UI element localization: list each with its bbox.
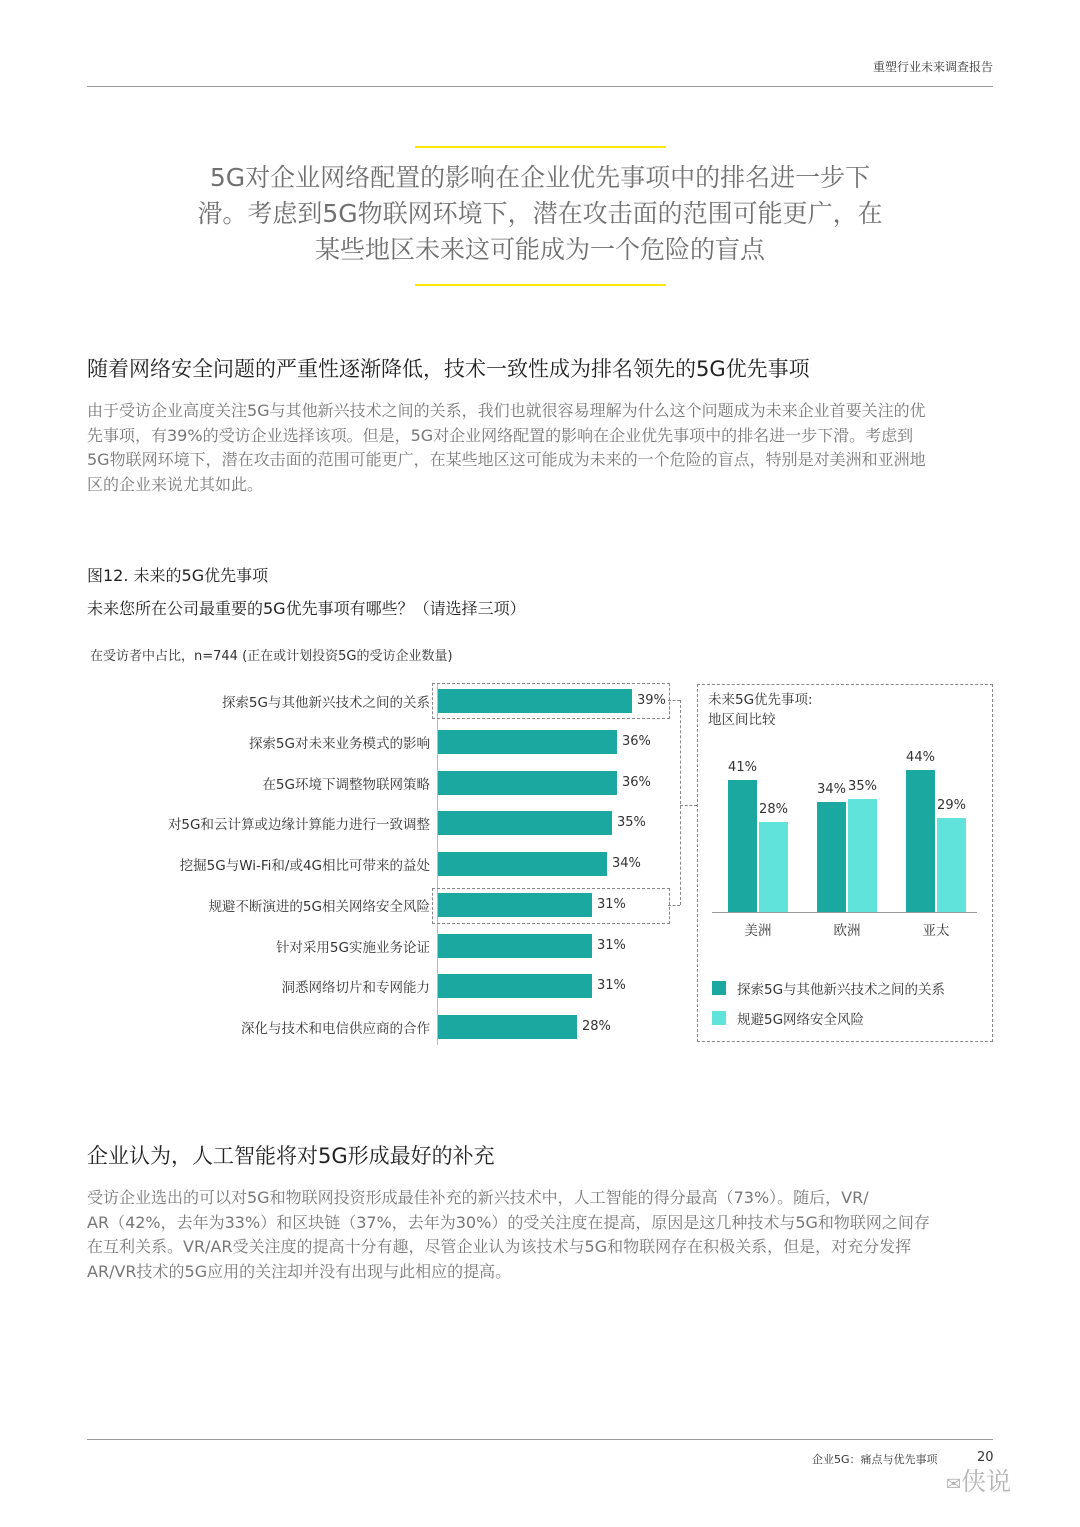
bar-value-label: 34% (612, 856, 641, 871)
legend-swatch-dark (712, 981, 726, 995)
regional-value-label: 41% (728, 759, 757, 775)
highlight-box-2 (432, 888, 670, 924)
body-line: 受访企业选出的可以对5G和物联网投资形成最佳补充的新兴技术中，人工智能的得分最高（73%）。随后，VR/ (87, 1188, 869, 1207)
legend-label: 探索5G与其他新兴技术之间的关系 (737, 982, 946, 998)
regional-value-label: 29% (937, 798, 966, 814)
bar (437, 974, 592, 998)
regional-axis (712, 912, 977, 913)
regional-value-label: 28% (759, 801, 788, 817)
wechat-icon: ✉ (946, 1474, 962, 1495)
bar-category-label: 挖掘5G与Wi-Fi和/或4G相比可带来的益处 (179, 858, 430, 874)
regional-bar (728, 780, 757, 912)
bar (437, 811, 612, 835)
report-title: 重塑行业未来调查报告 (872, 60, 993, 74)
section-heading: 企业认为，人工智能将对5G形成最好的补充 (87, 1144, 495, 1168)
connector (680, 700, 681, 905)
page-number: 20 (977, 1450, 994, 1465)
region-label: 美洲 (744, 923, 772, 939)
regional-bar (817, 802, 846, 912)
connector (668, 700, 680, 701)
bar-value-label: 39% (637, 693, 666, 708)
connector (680, 805, 697, 806)
pull-quote-line: 滑。考虑到5G物联网环境下，潜在攻击面的范围可能更广，在 (197, 199, 883, 228)
pull-quote (150, 160, 930, 268)
watermark (946, 1462, 1011, 1498)
bar-category-label: 探索5G与其他新兴技术之间的关系 (221, 695, 430, 711)
body-line: 在互利关系。VR/AR受关注度的提高十分有趣，尽管企业认为该技术与5G和物联网存在积极关系，但是，对充分发挥 (87, 1237, 912, 1256)
section-heading: 随着网络安全问题的严重性逐渐降低，技术一致性成为排名领先的5G优先事项 (87, 357, 810, 381)
watermark-text: 侠说 (961, 1467, 1012, 1496)
bar-value-label: 36% (622, 774, 651, 790)
pull-quote-line: 5G对企业网络配置的影响在企业优先事项中的排名进一步下 (209, 163, 871, 192)
bar-value-label: 31% (597, 937, 626, 953)
bar-category-label: 洞悉网络切片和专网能力 (281, 980, 430, 997)
body-line: AR（42%，去年为33%）和区块链（37%，去年为30%）的受关注度在提高，原因是这几种技术与5G和物联网之间存 (87, 1212, 930, 1232)
body-line: 5G物联网环境下，潜在攻击面的范围可能更广，在某些地区这可能成为未来的一个危险的盲点，特别是对美洲和亚洲地 (87, 450, 926, 469)
legend-label: 规避5G网络安全风险 (737, 1012, 865, 1028)
regional-bar (848, 799, 877, 912)
footer-divider (87, 1439, 993, 1440)
chart-axis (437, 683, 438, 1045)
header-divider (87, 86, 993, 87)
bar-category-label: 探索5G对未来业务模式的影响 (248, 735, 430, 752)
bar-category-label: 针对采用5G实施业务论证 (275, 939, 430, 956)
highlight-box-1 (432, 683, 670, 719)
bar-value-label: 28% (582, 1019, 611, 1034)
regional-title (708, 690, 813, 730)
bar-category-label: 在5G环境下调整物联网策略 (262, 776, 430, 793)
regional-value-label: 35% (848, 779, 877, 795)
figure-note: 在受访者中占比，n=744 (正在或计划投资5G的受访企业数量) (90, 649, 453, 664)
body-line: 区的企业来说尤其如此。 (87, 474, 264, 494)
section-body (87, 399, 993, 497)
footer-label: 企业5G：痛点与优先事项 (812, 1453, 938, 1466)
callout-bottom-rule (415, 284, 666, 286)
regional-bar (906, 770, 935, 912)
bar (437, 730, 617, 754)
bar-value-label: 35% (617, 815, 646, 831)
figure-question: 未来您所在公司最重要的5G优先事项有哪些？（请选择三项） (87, 599, 526, 618)
bar-category-label: 规避不断演进的5G相关网络安全风险 (208, 898, 430, 915)
region-label: 欧洲 (833, 923, 861, 939)
regional-value-label: 34% (817, 782, 846, 798)
body-line: 由于受访企业高度关注5G与其他新兴技术之间的关系，我们也就很容易理解为什么这个问题成为未来企业首要关注的优 (87, 401, 926, 420)
body-line: 先事项，有39%的受访企业选择该项。但是，5G对企业网络配置的影响在企业优先事项中的排名进一步下滑。考虑到 (87, 425, 914, 445)
bar (437, 771, 617, 795)
pull-quote-line: 某些地区未来这可能成为一个危险的盲点 (314, 235, 765, 264)
bar-value-label: 36% (622, 733, 651, 749)
callout-top-rule (415, 146, 666, 148)
bar-value-label: 31% (597, 896, 626, 912)
body-line: AR/VR技术的5G应用的关注却并没有出现与此相应的提高。 (87, 1261, 512, 1281)
legend-swatch-light (712, 1011, 726, 1025)
bar (437, 852, 607, 876)
bar-value-label: 31% (597, 978, 626, 994)
bar (437, 934, 592, 958)
regional-bar (759, 822, 788, 912)
bar-category-label: 对5G和云计算或边缘计算能力进行一致调整 (167, 817, 430, 834)
regional-title-line: 未来5G优先事项: (708, 692, 813, 708)
connector (668, 905, 680, 906)
section-body (87, 1186, 993, 1284)
figure-title: 图12. 未来的5G优先事项 (87, 566, 269, 585)
regional-title-line: 地区间比较 (708, 712, 776, 728)
regional-bar (937, 818, 966, 912)
bar-category-label: 深化与技术和电信供应商的合作 (241, 1021, 430, 1037)
regional-value-label: 44% (906, 750, 935, 765)
bar (437, 1015, 577, 1039)
region-label: 亚太 (922, 923, 950, 939)
